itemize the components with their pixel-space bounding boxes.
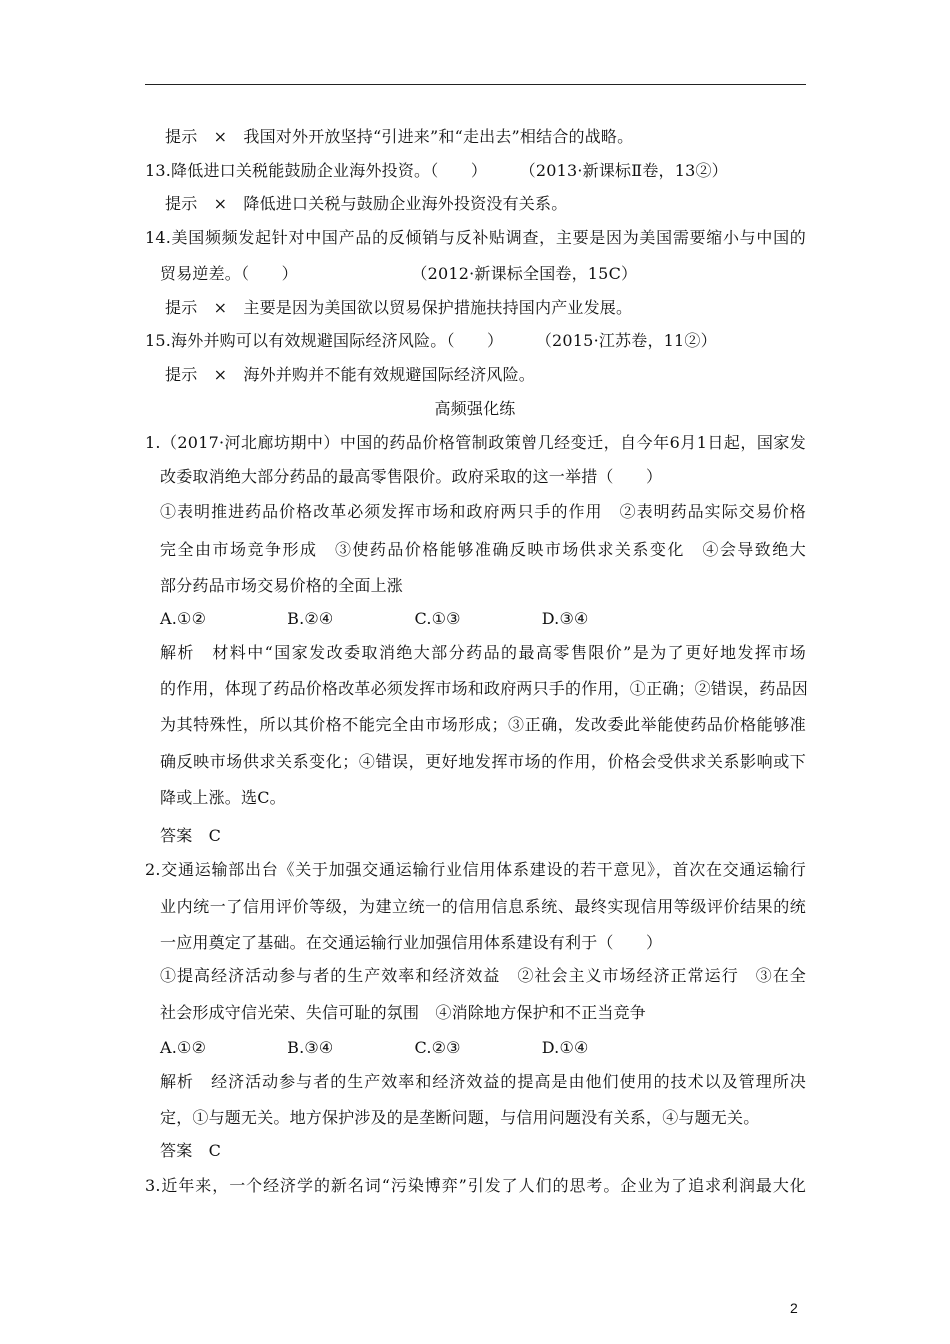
answer: 答案 C <box>160 1141 222 1160</box>
hint-line: 提示 × 我国对外开放坚持“引进来”和“走出去”相结合的战略。 <box>165 127 634 146</box>
options-text: 社会形成守信光荣、失信可耻的氛围 ④消除地方保护和不正当竞争 <box>160 1003 647 1022</box>
options-text: ①提高经济活动参与者的生产效率和经济效益 ②社会主义市场经济正常运行 ③在全 <box>160 966 806 985</box>
hint-line: 提示 × 主要是因为美国欲以贸易保护措施扶持国内产业发展。 <box>165 298 633 317</box>
question-2: 2.交通运输部出台《关于加强交通运输行业信用体系建设的若干意见》，首次在交通运输行 <box>145 860 806 879</box>
answer-choices: A.①② B.③④ C.②③ D.①④ <box>160 1038 589 1057</box>
question-1: 1.（2017·河北廊坊期中）中国的药品价格管制政策曾几经变迁，自今年6月1日起，国家发 <box>145 433 806 452</box>
header-rule <box>145 84 806 85</box>
hint-line: 提示 × 海外并购并不能有效规避国际经济风险。 <box>165 365 536 384</box>
answer-choices: A.①② B.②④ C.①③ D.③④ <box>160 609 589 628</box>
analysis: 为其特殊性，所以其价格不能完全由市场形成；③正确，发改委此举能使药品价格能够准 <box>160 715 806 734</box>
options-text: 部分药品市场交易价格的全面上涨 <box>160 576 404 595</box>
section-heading: 高频强化练 <box>434 399 516 418</box>
options-text: ①表明推进药品价格改革必须发挥市场和政府两只手的作用 ②表明药品实际交易价格 <box>160 502 806 521</box>
question-15: 15.海外并购可以有效规避国际经济风险。（ ） （2015·江苏卷，11②） <box>145 331 717 350</box>
analysis: 解析 经济活动参与者的生产效率和经济效益的提高是由他们使用的技术以及管理所决 <box>160 1072 806 1091</box>
analysis: 的作用，体现了药品价格改革必须发挥市场和政府两只手的作用，①正确；②错误，药品因 <box>160 679 809 698</box>
question-13: 13.降低进口关税能鼓励企业海外投资。（ ） （2013·新课标Ⅱ卷，13②） <box>145 161 728 180</box>
analysis: 解析 材料中“国家发改委取消绝大部分药品的最高零售限价”是为了更好地发挥市场 <box>160 643 806 662</box>
question-14-cont: 贸易逆差。（ ） （2012·新课标全国卷，15C） <box>160 264 638 283</box>
analysis: 定，①与题无关。地方保护涉及的是垄断问题，与信用问题没有关系，④与题无关。 <box>160 1108 760 1127</box>
answer: 答案 C <box>160 826 222 845</box>
analysis: 降或上涨。选C。 <box>160 788 286 807</box>
question-2-cont: 一应用奠定了基础。在交通运输行业加强信用体系建设有利于（ ） <box>160 933 663 952</box>
analysis: 确反映市场供求关系变化；④错误，更好地发挥市场的作用，价格会受供求关系影响或下 <box>160 752 806 771</box>
page-number: 2 <box>790 1300 798 1316</box>
options-text: 完全由市场竞争形成 ③使药品价格能够准确反映市场供求关系变化 ④会导致绝大 <box>160 540 806 559</box>
question-1-cont: 改委取消绝大部分药品的最高零售限价。政府采取的这一举措（ ） <box>160 467 663 486</box>
question-3: 3.近年来，一个经济学的新名词“污染博弈”引发了人们的思考。企业为了追求利润最大化 <box>145 1176 806 1195</box>
hint-line: 提示 × 降低进口关税与鼓励企业海外投资没有关系。 <box>165 194 568 213</box>
question-14: 14.美国频频发起针对中国产品的反倾销与反补贴调查，主要是因为美国需要缩小与中国的 <box>145 228 806 247</box>
question-2-cont: 业内统一了信用评价等级，为建立统一的信用信息系统、最终实现信用等级评价结果的统 <box>160 897 806 916</box>
